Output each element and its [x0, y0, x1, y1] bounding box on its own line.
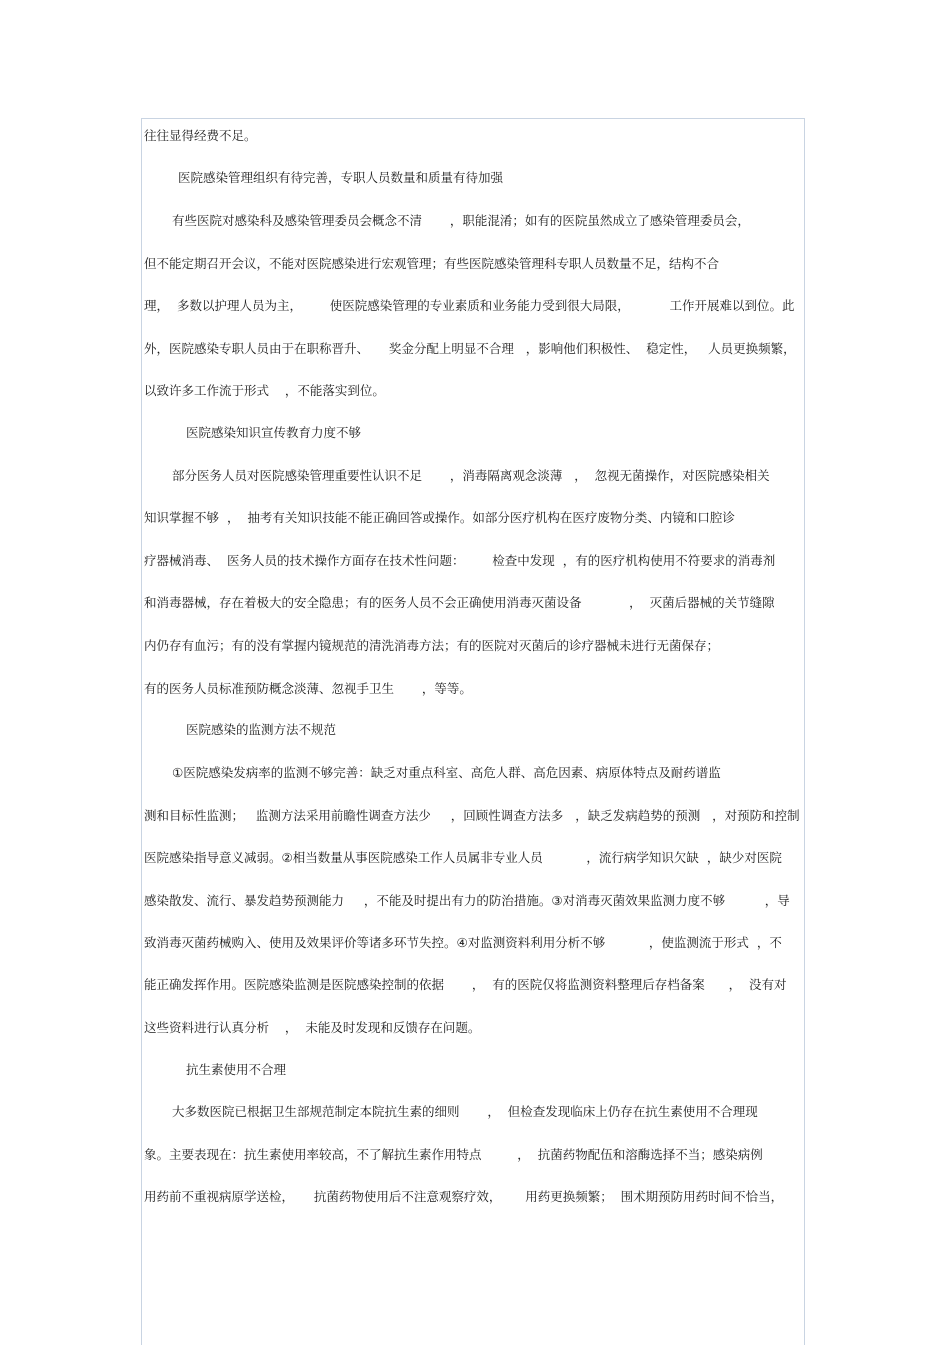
text-line: 大多数医院已根据卫生部规范制定本院抗生素的细则 ， 但检查发现临床上仍存在抗生素使用不合理现: [172, 1104, 758, 1119]
text-line: 能正确发挥作用。医院感染监测是医院感染控制的依据 ， 有的医院仅将监测资料整理后存档备案 ， 没有对: [144, 977, 787, 992]
text-line: 致消毒灭菌药械购入、使用及效果评价等诸多环节失控。④对监测资料利用分析不够 ，使监测流于形式 ，不: [144, 935, 782, 950]
text-line: 用药前不重视病原学送检， 抗菌药物使用后不注意观察疗效， 用药更换频繁； 围术期预防用药时间不恰当，: [144, 1189, 784, 1204]
text-line: 象。主要表现在：抗生素使用率较高，不了解抗生素作用特点 ， 抗菌药物配伍和溶酶选择不当；感染病例: [144, 1147, 763, 1162]
text-line: 疗器械消毒、 医务人员的技术操作方面存在技术性问题： 检查中发现 ，有的医疗机构使用不符要求的消毒剂: [144, 553, 776, 568]
text-line: 和消毒器械，存在着极大的安全隐患；有的医务人员不会正确使用消毒灭菌设备 ， 灭菌后器械的关节缝隙: [144, 595, 775, 610]
text-line: 内仍存有血污；有的没有掌握内镜规范的清洗消毒方法；有的医院对灭菌后的诊疗器械未进行无菌保存；: [144, 638, 720, 653]
text-line: 外，医院感染专职人员由于在职称晋升、 奖金分配上明显不合理 ，影响他们积极性、 稳定性， 人员更换频繁，: [144, 341, 796, 356]
text-line: ①医院感染发病率的监测不够完善：缺乏对重点科室、高危人群、高危因素、病原体特点及耐药谱监: [172, 765, 721, 780]
text-line: 部分医务人员对医院感染管理重要性认识不足 ，消毒隔离观念淡薄 ， 忽视无菌操作，对医院感染相关: [172, 468, 770, 483]
section-heading: 医院感染管理组织有待完善，专职人员数量和质量有待加强: [178, 170, 504, 185]
text-line: 但不能定期召开会议，不能对医院感染进行宏观管理；有些医院感染管理科专职人员数量不足，结构不合: [144, 256, 720, 271]
text-line: 医院感染指导意义减弱。②相当数量从事医院感染工作人员属非专业人员 ，流行病学知识欠缺 ，缺少对医院: [144, 850, 782, 865]
section-heading: 抗生素使用不合理: [186, 1062, 287, 1077]
text-line: 往往显得经费不足。: [144, 128, 257, 143]
text-line: 有些医院对感染科及感染管理委员会概念不清 ，职能混淆；如有的医院虽然成立了感染管理委员会，: [172, 213, 750, 228]
text-line: 知识掌握不够 ， 抽考有关知识技能不能正确回答或操作。如部分医疗机构在医疗废物分类、内镜和口腔诊: [144, 510, 735, 525]
text-line: 测和目标性监测； 监测方法采用前瞻性调查方法少 ，回顾性调查方法多 ，缺乏发病趋势的预测 ，对预防和控制: [144, 808, 800, 823]
text-line: 感染散发、流行、暴发趋势预测能力 ，不能及时提出有力的防治措施。③对消毒灭菌效果监测力度不够 ，导: [144, 893, 790, 908]
text-line: 这些资料进行认真分析 ， 未能及时发现和反馈存在问题。: [144, 1020, 481, 1035]
section-heading: 医院感染的监测方法不规范: [186, 722, 337, 737]
section-heading: 医院感染知识宣传教育力度不够: [186, 425, 362, 440]
text-line: 以致许多工作流于形式 ，不能落实到位。: [144, 383, 385, 398]
text-line: 理， 多数以护理人员为主， 使医院感染管理的专业素质和业务能力受到很大局限， 工作开展难以到位。此: [144, 298, 795, 313]
text-line: 有的医务人员标准预防概念淡薄、忽视手卫生 ，等等。: [144, 681, 472, 696]
